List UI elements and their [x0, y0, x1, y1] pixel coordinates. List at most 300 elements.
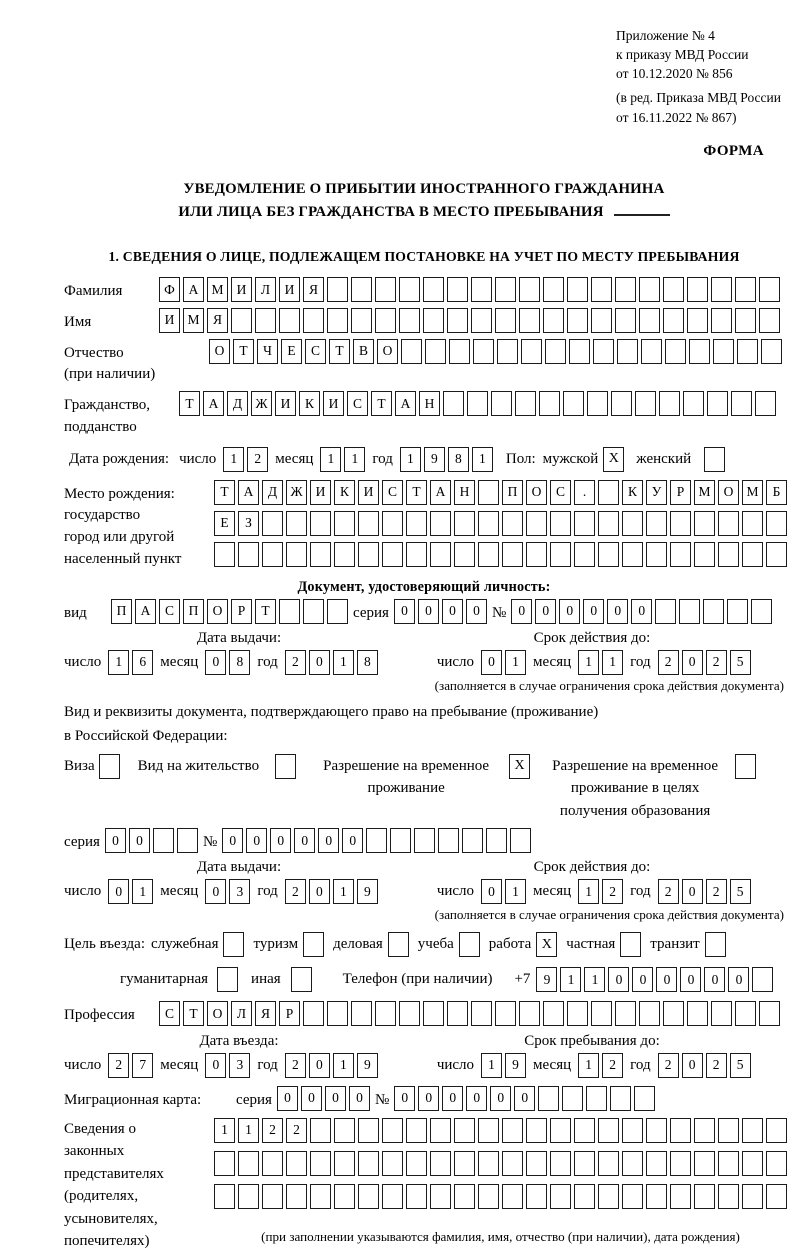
char-cell[interactable]: Я — [207, 308, 228, 333]
char-cell[interactable]: 0 — [277, 1086, 298, 1111]
char-cell[interactable] — [718, 1184, 739, 1209]
char-cell[interactable] — [401, 339, 422, 364]
char-cell[interactable]: 9 — [424, 447, 445, 472]
char-cell[interactable] — [766, 511, 787, 536]
char-cell[interactable]: 0 — [481, 879, 502, 904]
char-cell[interactable] — [610, 1086, 631, 1111]
char-cell[interactable]: Я — [303, 277, 324, 302]
char-cell[interactable] — [646, 1184, 667, 1209]
char-cell[interactable]: М — [183, 308, 204, 333]
char-cell[interactable] — [622, 542, 643, 567]
char-cell[interactable]: 2 — [658, 1053, 679, 1078]
char-cell[interactable] — [766, 1184, 787, 1209]
char-cell[interactable]: 5 — [730, 1053, 751, 1078]
char-cell[interactable]: 1 — [578, 879, 599, 904]
char-cell[interactable] — [550, 542, 571, 567]
char-cell[interactable] — [231, 308, 252, 333]
char-cell[interactable]: 0 — [583, 599, 604, 624]
char-cell[interactable] — [663, 277, 684, 302]
char-cell[interactable] — [742, 511, 763, 536]
char-cell[interactable]: 1 — [333, 650, 354, 675]
char-cell[interactable] — [718, 1118, 739, 1143]
char-cell[interactable]: М — [742, 480, 763, 505]
char-cell[interactable]: 9 — [357, 1053, 378, 1078]
char-cell[interactable]: 0 — [704, 967, 725, 992]
char-cell[interactable] — [742, 1184, 763, 1209]
char-cell[interactable]: 0 — [309, 1053, 330, 1078]
char-cell[interactable] — [454, 1151, 475, 1176]
private-checkbox[interactable] — [620, 932, 641, 957]
char-cell[interactable] — [755, 391, 776, 416]
char-cell[interactable]: 0 — [318, 828, 339, 853]
char-cell[interactable] — [574, 1184, 595, 1209]
char-cell[interactable] — [351, 308, 372, 333]
char-cell[interactable] — [641, 339, 662, 364]
char-cell[interactable] — [639, 1001, 660, 1026]
char-cell[interactable] — [569, 339, 590, 364]
char-cell[interactable] — [598, 542, 619, 567]
char-cell[interactable]: 0 — [466, 1086, 487, 1111]
char-cell[interactable]: 2 — [658, 650, 679, 675]
char-cell[interactable]: 0 — [394, 599, 415, 624]
char-cell[interactable] — [262, 1184, 283, 1209]
char-cell[interactable]: М — [207, 277, 228, 302]
char-cell[interactable]: Р — [279, 1001, 300, 1026]
char-cell[interactable] — [703, 599, 724, 624]
char-cell[interactable]: 2 — [286, 1118, 307, 1143]
char-cell[interactable] — [351, 1001, 372, 1026]
char-cell[interactable] — [665, 339, 686, 364]
char-cell[interactable] — [478, 480, 499, 505]
char-cell[interactable] — [519, 308, 540, 333]
official-checkbox[interactable] — [223, 932, 244, 957]
char-cell[interactable] — [430, 1151, 451, 1176]
char-cell[interactable] — [454, 1118, 475, 1143]
char-cell[interactable] — [622, 1118, 643, 1143]
char-cell[interactable] — [713, 339, 734, 364]
char-cell[interactable] — [574, 1151, 595, 1176]
char-cell[interactable]: 1 — [472, 447, 493, 472]
char-cell[interactable] — [611, 391, 632, 416]
char-cell[interactable] — [430, 1184, 451, 1209]
char-cell[interactable] — [478, 1151, 499, 1176]
char-cell[interactable]: Л — [231, 1001, 252, 1026]
char-cell[interactable] — [214, 1151, 235, 1176]
char-cell[interactable]: 0 — [511, 599, 532, 624]
char-cell[interactable] — [574, 511, 595, 536]
char-cell[interactable]: Ф — [159, 277, 180, 302]
char-cell[interactable] — [471, 308, 492, 333]
char-cell[interactable]: 2 — [602, 1053, 623, 1078]
char-cell[interactable] — [550, 1118, 571, 1143]
char-cell[interactable]: 0 — [631, 599, 652, 624]
char-cell[interactable]: 0 — [105, 828, 126, 853]
char-cell[interactable]: 0 — [442, 1086, 463, 1111]
char-cell[interactable]: 2 — [602, 879, 623, 904]
char-cell[interactable] — [567, 1001, 588, 1026]
char-cell[interactable]: 0 — [349, 1086, 370, 1111]
char-cell[interactable]: 0 — [481, 650, 502, 675]
char-cell[interactable]: 0 — [682, 650, 703, 675]
char-cell[interactable] — [238, 1151, 259, 1176]
char-cell[interactable] — [670, 542, 691, 567]
char-cell[interactable] — [635, 391, 656, 416]
char-cell[interactable] — [586, 1086, 607, 1111]
char-cell[interactable] — [615, 277, 636, 302]
char-cell[interactable] — [694, 542, 715, 567]
visa-checkbox[interactable] — [99, 754, 120, 779]
business-checkbox[interactable] — [388, 932, 409, 957]
char-cell[interactable] — [478, 1184, 499, 1209]
char-cell[interactable] — [622, 1151, 643, 1176]
char-cell[interactable]: Д — [262, 480, 283, 505]
char-cell[interactable] — [711, 277, 732, 302]
char-cell[interactable]: 0 — [682, 879, 703, 904]
char-cell[interactable]: О — [209, 339, 230, 364]
char-cell[interactable]: 8 — [357, 650, 378, 675]
char-cell[interactable] — [718, 1151, 739, 1176]
char-cell[interactable]: А — [238, 480, 259, 505]
char-cell[interactable]: 0 — [728, 967, 749, 992]
char-cell[interactable] — [622, 1184, 643, 1209]
char-cell[interactable] — [751, 599, 772, 624]
char-cell[interactable] — [526, 1184, 547, 1209]
char-cell[interactable]: 0 — [607, 599, 628, 624]
char-cell[interactable] — [438, 828, 459, 853]
char-cell[interactable] — [495, 1001, 516, 1026]
temp-residence-checkbox[interactable]: X — [509, 754, 530, 779]
char-cell[interactable] — [735, 277, 756, 302]
char-cell[interactable]: 9 — [505, 1053, 526, 1078]
char-cell[interactable]: О — [718, 480, 739, 505]
char-cell[interactable] — [711, 1001, 732, 1026]
char-cell[interactable] — [382, 1118, 403, 1143]
char-cell[interactable]: С — [305, 339, 326, 364]
char-cell[interactable] — [366, 828, 387, 853]
char-cell[interactable]: 0 — [466, 599, 487, 624]
char-cell[interactable]: 8 — [448, 447, 469, 472]
char-cell[interactable] — [759, 277, 780, 302]
char-cell[interactable] — [447, 1001, 468, 1026]
char-cell[interactable] — [538, 1086, 559, 1111]
char-cell[interactable] — [646, 1151, 667, 1176]
char-cell[interactable]: Т — [406, 480, 427, 505]
char-cell[interactable] — [689, 339, 710, 364]
char-cell[interactable] — [731, 391, 752, 416]
char-cell[interactable]: О — [207, 599, 228, 624]
char-cell[interactable] — [526, 542, 547, 567]
char-cell[interactable]: 1 — [214, 1118, 235, 1143]
char-cell[interactable] — [622, 511, 643, 536]
char-cell[interactable] — [711, 308, 732, 333]
char-cell[interactable]: 0 — [418, 1086, 439, 1111]
char-cell[interactable]: Р — [670, 480, 691, 505]
char-cell[interactable]: В — [353, 339, 374, 364]
char-cell[interactable] — [598, 511, 619, 536]
char-cell[interactable]: 3 — [229, 1053, 250, 1078]
char-cell[interactable] — [539, 391, 560, 416]
char-cell[interactable] — [502, 1184, 523, 1209]
char-cell[interactable] — [153, 828, 174, 853]
char-cell[interactable] — [759, 1001, 780, 1026]
char-cell[interactable]: 8 — [229, 650, 250, 675]
char-cell[interactable] — [327, 599, 348, 624]
char-cell[interactable] — [562, 1086, 583, 1111]
char-cell[interactable]: П — [111, 599, 132, 624]
char-cell[interactable]: 0 — [442, 599, 463, 624]
char-cell[interactable]: 0 — [656, 967, 677, 992]
char-cell[interactable]: 1 — [560, 967, 581, 992]
char-cell[interactable]: 0 — [205, 879, 226, 904]
char-cell[interactable]: Т — [214, 480, 235, 505]
char-cell[interactable]: 6 — [132, 650, 153, 675]
char-cell[interactable]: Б — [766, 480, 787, 505]
char-cell[interactable]: Д — [227, 391, 248, 416]
char-cell[interactable]: 1 — [400, 447, 421, 472]
char-cell[interactable] — [526, 1118, 547, 1143]
char-cell[interactable]: Ж — [286, 480, 307, 505]
char-cell[interactable]: А — [183, 277, 204, 302]
char-cell[interactable]: Е — [214, 511, 235, 536]
char-cell[interactable] — [286, 1184, 307, 1209]
char-cell[interactable] — [521, 339, 542, 364]
char-cell[interactable] — [423, 277, 444, 302]
char-cell[interactable] — [238, 1184, 259, 1209]
char-cell[interactable]: Р — [231, 599, 252, 624]
char-cell[interactable] — [406, 542, 427, 567]
tourism-checkbox[interactable] — [303, 932, 324, 957]
char-cell[interactable] — [262, 542, 283, 567]
char-cell[interactable] — [334, 1184, 355, 1209]
char-cell[interactable]: З — [238, 511, 259, 536]
char-cell[interactable] — [543, 1001, 564, 1026]
char-cell[interactable] — [687, 277, 708, 302]
char-cell[interactable]: Ж — [251, 391, 272, 416]
char-cell[interactable] — [454, 511, 475, 536]
char-cell[interactable] — [310, 1184, 331, 1209]
char-cell[interactable] — [449, 339, 470, 364]
char-cell[interactable] — [425, 339, 446, 364]
char-cell[interactable] — [382, 542, 403, 567]
char-cell[interactable] — [462, 828, 483, 853]
char-cell[interactable] — [478, 511, 499, 536]
char-cell[interactable]: 0 — [246, 828, 267, 853]
char-cell[interactable]: 0 — [222, 828, 243, 853]
char-cell[interactable]: И — [310, 480, 331, 505]
char-cell[interactable] — [502, 542, 523, 567]
char-cell[interactable] — [766, 1118, 787, 1143]
char-cell[interactable] — [430, 511, 451, 536]
char-cell[interactable] — [310, 1118, 331, 1143]
char-cell[interactable] — [550, 1184, 571, 1209]
char-cell[interactable] — [646, 542, 667, 567]
char-cell[interactable] — [406, 1151, 427, 1176]
char-cell[interactable] — [737, 339, 758, 364]
char-cell[interactable] — [574, 1118, 595, 1143]
char-cell[interactable] — [255, 308, 276, 333]
char-cell[interactable] — [382, 1184, 403, 1209]
char-cell[interactable] — [310, 1151, 331, 1176]
char-cell[interactable] — [543, 308, 564, 333]
char-cell[interactable]: 0 — [394, 1086, 415, 1111]
char-cell[interactable] — [334, 511, 355, 536]
char-cell[interactable]: 1 — [602, 650, 623, 675]
char-cell[interactable]: 1 — [578, 1053, 599, 1078]
char-cell[interactable]: 0 — [309, 879, 330, 904]
char-cell[interactable] — [615, 1001, 636, 1026]
char-cell[interactable] — [567, 308, 588, 333]
char-cell[interactable]: 0 — [418, 599, 439, 624]
char-cell[interactable] — [519, 1001, 540, 1026]
char-cell[interactable] — [502, 1151, 523, 1176]
char-cell[interactable] — [735, 308, 756, 333]
char-cell[interactable]: Н — [454, 480, 475, 505]
char-cell[interactable] — [515, 391, 536, 416]
char-cell[interactable]: 2 — [285, 650, 306, 675]
transit-checkbox[interactable] — [705, 932, 726, 957]
char-cell[interactable]: 0 — [325, 1086, 346, 1111]
char-cell[interactable] — [694, 1118, 715, 1143]
char-cell[interactable] — [574, 542, 595, 567]
char-cell[interactable] — [766, 542, 787, 567]
char-cell[interactable]: 1 — [132, 879, 153, 904]
char-cell[interactable]: И — [231, 277, 252, 302]
char-cell[interactable] — [286, 1151, 307, 1176]
char-cell[interactable]: О — [377, 339, 398, 364]
char-cell[interactable] — [214, 1184, 235, 1209]
char-cell[interactable] — [550, 511, 571, 536]
char-cell[interactable] — [615, 308, 636, 333]
char-cell[interactable] — [262, 1151, 283, 1176]
char-cell[interactable]: 1 — [505, 879, 526, 904]
char-cell[interactable] — [414, 828, 435, 853]
char-cell[interactable]: . — [574, 480, 595, 505]
char-cell[interactable] — [423, 308, 444, 333]
char-cell[interactable] — [497, 339, 518, 364]
char-cell[interactable]: И — [358, 480, 379, 505]
char-cell[interactable]: Т — [329, 339, 350, 364]
char-cell[interactable]: П — [183, 599, 204, 624]
residence-permit-checkbox[interactable] — [275, 754, 296, 779]
char-cell[interactable]: 2 — [262, 1118, 283, 1143]
char-cell[interactable] — [545, 339, 566, 364]
char-cell[interactable] — [759, 308, 780, 333]
char-cell[interactable]: 7 — [132, 1053, 153, 1078]
char-cell[interactable]: 2 — [247, 447, 268, 472]
char-cell[interactable] — [742, 1151, 763, 1176]
char-cell[interactable] — [399, 308, 420, 333]
gender-female-checkbox[interactable] — [704, 447, 725, 472]
char-cell[interactable]: 1 — [333, 1053, 354, 1078]
char-cell[interactable] — [593, 339, 614, 364]
char-cell[interactable]: 5 — [730, 879, 751, 904]
char-cell[interactable] — [443, 391, 464, 416]
char-cell[interactable] — [399, 1001, 420, 1026]
char-cell[interactable] — [663, 308, 684, 333]
char-cell[interactable]: 0 — [514, 1086, 535, 1111]
char-cell[interactable]: 1 — [108, 650, 129, 675]
temp-residence-edu-checkbox[interactable] — [735, 754, 756, 779]
char-cell[interactable]: 1 — [223, 447, 244, 472]
char-cell[interactable] — [399, 277, 420, 302]
char-cell[interactable]: 2 — [285, 879, 306, 904]
char-cell[interactable]: 0 — [490, 1086, 511, 1111]
char-cell[interactable]: 1 — [344, 447, 365, 472]
char-cell[interactable] — [423, 1001, 444, 1026]
char-cell[interactable]: И — [279, 277, 300, 302]
char-cell[interactable] — [687, 308, 708, 333]
char-cell[interactable] — [543, 277, 564, 302]
char-cell[interactable] — [238, 542, 259, 567]
char-cell[interactable] — [659, 391, 680, 416]
char-cell[interactable] — [591, 308, 612, 333]
char-cell[interactable] — [639, 277, 660, 302]
char-cell[interactable]: Н — [419, 391, 440, 416]
char-cell[interactable]: Т — [255, 599, 276, 624]
char-cell[interactable]: Ч — [257, 339, 278, 364]
char-cell[interactable] — [587, 391, 608, 416]
char-cell[interactable] — [655, 599, 676, 624]
gender-male-checkbox[interactable]: X — [603, 447, 624, 472]
char-cell[interactable] — [502, 1118, 523, 1143]
char-cell[interactable] — [375, 1001, 396, 1026]
char-cell[interactable]: 0 — [342, 828, 363, 853]
char-cell[interactable]: 1 — [320, 447, 341, 472]
char-cell[interactable]: П — [502, 480, 523, 505]
char-cell[interactable] — [430, 542, 451, 567]
char-cell[interactable] — [382, 511, 403, 536]
char-cell[interactable]: С — [550, 480, 571, 505]
char-cell[interactable]: 2 — [706, 879, 727, 904]
char-cell[interactable] — [707, 391, 728, 416]
char-cell[interactable]: У — [646, 480, 667, 505]
char-cell[interactable]: 0 — [682, 1053, 703, 1078]
char-cell[interactable] — [473, 339, 494, 364]
char-cell[interactable]: К — [334, 480, 355, 505]
char-cell[interactable] — [375, 277, 396, 302]
char-cell[interactable]: 1 — [333, 879, 354, 904]
char-cell[interactable]: 0 — [608, 967, 629, 992]
char-cell[interactable] — [390, 828, 411, 853]
char-cell[interactable]: 0 — [270, 828, 291, 853]
char-cell[interactable] — [478, 542, 499, 567]
char-cell[interactable] — [286, 542, 307, 567]
char-cell[interactable] — [486, 828, 507, 853]
char-cell[interactable] — [634, 1086, 655, 1111]
char-cell[interactable] — [598, 1151, 619, 1176]
char-cell[interactable] — [563, 391, 584, 416]
char-cell[interactable] — [454, 542, 475, 567]
char-cell[interactable] — [303, 599, 324, 624]
char-cell[interactable]: И — [323, 391, 344, 416]
char-cell[interactable] — [334, 542, 355, 567]
char-cell[interactable]: Е — [281, 339, 302, 364]
char-cell[interactable]: Я — [255, 1001, 276, 1026]
char-cell[interactable] — [502, 511, 523, 536]
char-cell[interactable] — [430, 1118, 451, 1143]
char-cell[interactable]: 0 — [680, 967, 701, 992]
char-cell[interactable]: А — [430, 480, 451, 505]
char-cell[interactable] — [591, 277, 612, 302]
char-cell[interactable] — [735, 1001, 756, 1026]
char-cell[interactable]: 1 — [505, 650, 526, 675]
char-cell[interactable]: 0 — [129, 828, 150, 853]
char-cell[interactable]: 0 — [294, 828, 315, 853]
char-cell[interactable] — [687, 1001, 708, 1026]
char-cell[interactable] — [694, 1151, 715, 1176]
char-cell[interactable]: С — [347, 391, 368, 416]
char-cell[interactable] — [718, 542, 739, 567]
